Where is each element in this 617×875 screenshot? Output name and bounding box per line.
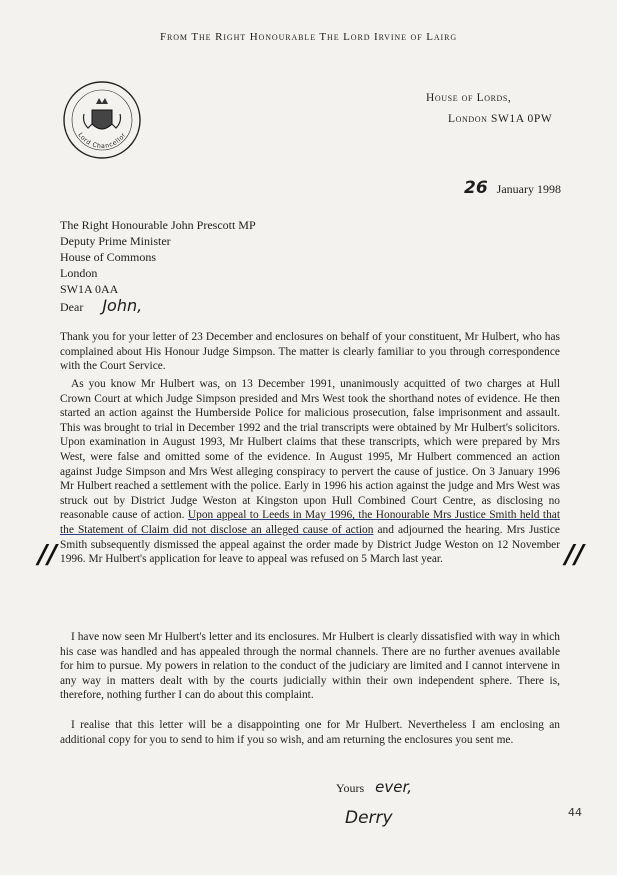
paragraph-2-underlined-text: Upon appeal to Leeds in May 1996, the Honourable Mrs Justice Smith held that the Statement of Claim did not disclose an alleged cause of action: [60, 509, 560, 536]
date-month-year: January 1998: [496, 182, 561, 196]
recipient-address: [60, 217, 256, 297]
salutation-dear: Dear: [60, 300, 84, 314]
salutation-name-handwritten: John,: [102, 296, 143, 315]
recipient-line: SW1A 0AA: [60, 282, 119, 296]
sender-address-line2: London SW1A 0PW: [448, 113, 553, 125]
body-paragraph-4: I realise that this letter will be a disappointing one for Mr Hulbert. Nevertheless I am enclosing an additional copy for you to send to him if you so wish, and am returning the enclosures you sent me.: [60, 719, 560, 746]
margin-mark-right: //: [565, 540, 584, 570]
svg-text:Lord Chancellor: [76, 132, 127, 150]
paragraph-2-text-a: As you know Mr Hulbert was, on 13 December 1991, unanimously acquitted of two charges at Hull Crown Court at which Judge Simpson presided and Mrs West took the shorthand notes of evidence. He then started an action against the Humberside Police for malicious prosecution, false imprisonment and assault. This was brought to trial in December 1992 and the trial transcripts were obtained by Mr Hulbert's solicitors. Upon examination in August 1993, Mr Hulbert claims that these transcripts, which were prepared by Mrs West, were false and omitted some of the evidence. In August 1995, Mr Hulbert commenced an action against Judge Simpson and Mrs West alleging conspiracy to pervert the cause of justice. On 3 January 1996 Mr Hulbert reached a settlement with the police. Early in 1996 his action against the judge and Mrs West was struck out by District Judge Weston at Kingston upon Hull Combined Court Centre, as disclosing no reasonable cause of action.: [60, 378, 560, 522]
signature: Derry: [345, 808, 393, 828]
recipient-line: The Right Honourable John Prescott MP: [60, 218, 256, 232]
salutation: [60, 296, 142, 315]
margin-mark-left: //: [38, 540, 57, 570]
closing-handwritten: ever,: [375, 778, 413, 796]
letter-date: [464, 178, 561, 198]
crest-text: Lord Chancellor: [76, 131, 128, 151]
closing: [336, 778, 412, 796]
body-paragraph-3: I have now seen Mr Hulbert's letter and its enclosures. Mr Hulbert is clearly dissatisfied with way in which his case was handled and has appealed through the normal channels. There are no further avenues available for him to pursue. My powers in relation to the conduct of the judiciary are limited and I cannot intervene in any way in matters dealt with by the courts judicially within their own independent sphere. There is, therefore, nothing further I can do about this complaint.: [60, 631, 560, 702]
closing-yours: Yours: [336, 781, 365, 795]
date-day-handwritten: 26: [464, 178, 488, 198]
folio-number: 44: [568, 806, 582, 819]
sender-address: [426, 88, 552, 130]
recipient-line: London: [60, 266, 98, 280]
letterhead-from-line: From The Right Honourable The Lord Irvine of Lairg: [159, 31, 457, 43]
recipient-line: Deputy Prime Minister: [60, 234, 171, 248]
body-paragraph-2: [60, 377, 560, 567]
body-paragraph-1: Thank you for your letter of 23 December and enclosures on behalf of your constituent, Mr Hulbert, who has complained about His Honour Judge Simpson. The matter is clearly familiar to you through correspondence with the Court Service.: [60, 331, 560, 373]
sender-address-line1: House of Lords,: [426, 92, 512, 104]
paragraph-2-text-b: and adjourned the hearing. Mrs Justice Smith subsequently dismissed the appeal against the order made by District Judge Weston on 12 November 1996. Mr Hulbert's application for leave to appeal was refused on 5 March last year.: [60, 523, 560, 566]
lord-chancellor-crest-icon: [62, 80, 142, 160]
recipient-line: House of Commons: [60, 250, 156, 264]
